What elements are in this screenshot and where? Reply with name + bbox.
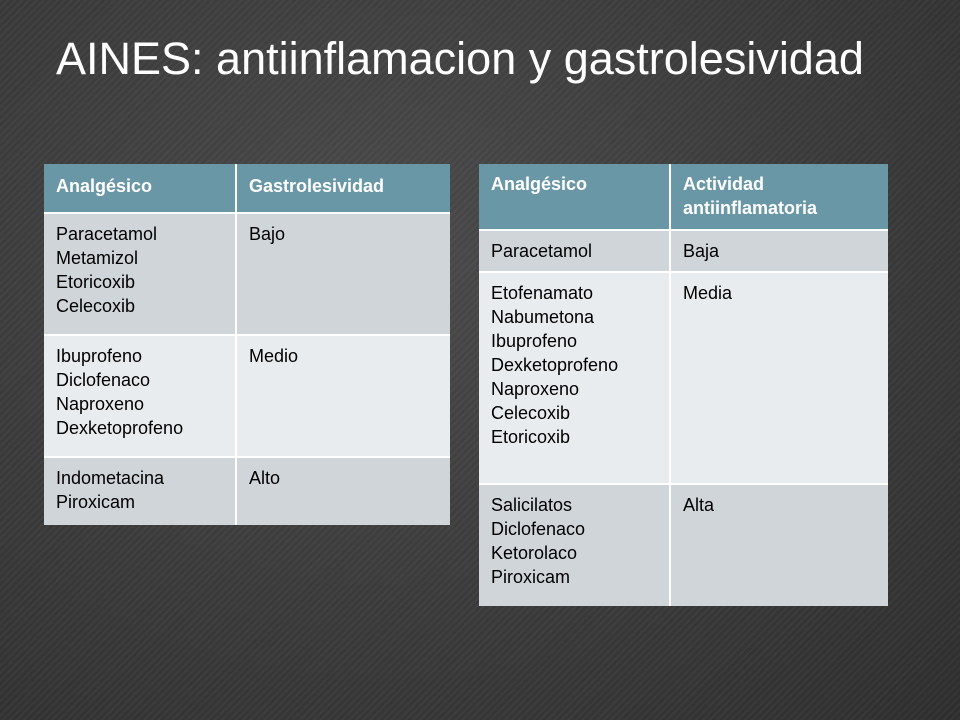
level-cell: Alto xyxy=(236,457,450,525)
table-header-row xyxy=(479,164,888,230)
table-row xyxy=(479,230,888,272)
gastrolesividad-table xyxy=(44,164,450,525)
table-row xyxy=(479,484,888,606)
column-header-analgesico: Analgésico xyxy=(479,164,670,230)
table-row xyxy=(44,213,450,335)
level-cell: Media xyxy=(670,272,888,484)
level-cell: Medio xyxy=(236,335,450,457)
table-header-row xyxy=(44,164,450,213)
column-header-actividad: Actividad antiinflamatoria xyxy=(670,164,888,230)
table-row xyxy=(479,272,888,484)
drug-list-cell: Indometacina Piroxicam xyxy=(44,457,236,525)
level-cell: Alta xyxy=(670,484,888,606)
column-header-gastrolesividad: Gastrolesividad xyxy=(236,164,450,213)
drug-list-cell: Paracetamol Metamizol Etoricoxib Celecoxib xyxy=(44,213,236,335)
drug-list-cell: Paracetamol xyxy=(479,230,670,272)
table-row xyxy=(44,457,450,525)
table-row xyxy=(44,335,450,457)
level-cell: Baja xyxy=(670,230,888,272)
slide-title: AINES: antiinflamacion y gastrolesividad xyxy=(56,33,864,84)
column-header-analgesico: Analgésico xyxy=(44,164,236,213)
drug-list-cell: Ibuprofeno Diclofenaco Naproxeno Dexketoprofeno xyxy=(44,335,236,457)
actividad-antiinflamatoria-table xyxy=(479,164,888,606)
level-cell: Bajo xyxy=(236,213,450,335)
drug-list-cell: Salicilatos Diclofenaco Ketorolaco Piroxicam xyxy=(479,484,670,606)
drug-list-cell: Etofenamato Nabumetona Ibuprofeno Dexketoprofeno Naproxeno Celecoxib Etoricoxib xyxy=(479,272,670,484)
